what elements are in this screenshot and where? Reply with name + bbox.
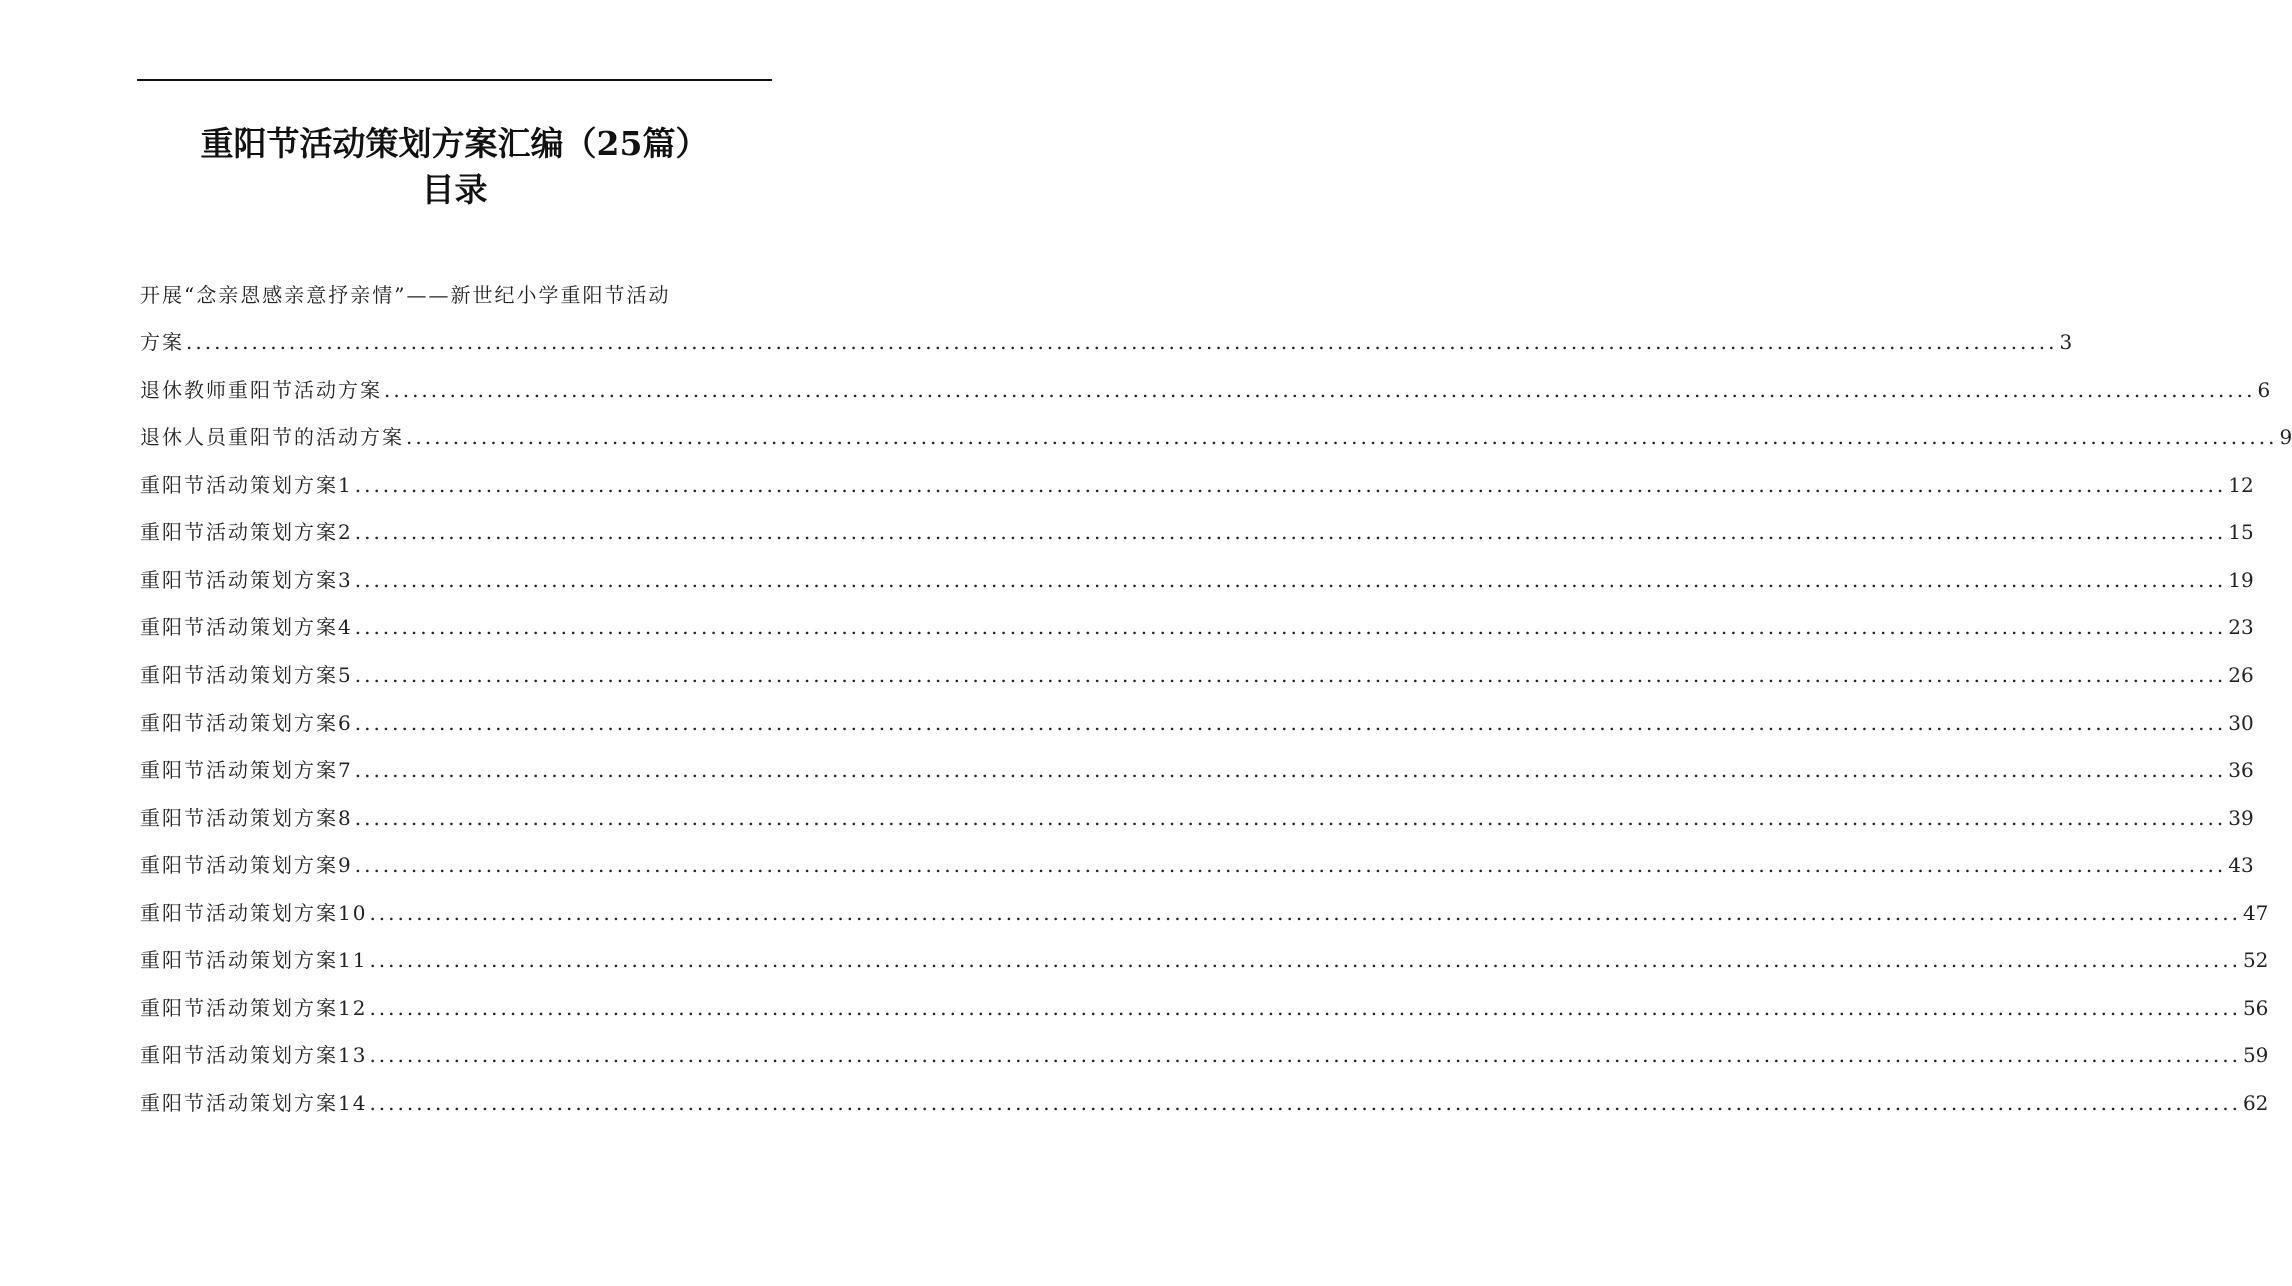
dot-leader: ........................................................................................................................................................................................................ [354,853,2227,877]
toc-page-number: 30 [2228,711,2254,735]
toc-entry-label: 重阳节活动策划方案4 [140,615,353,639]
toc-entry[interactable] [140,750,2254,784]
toc-page-number: 15 [2228,520,2254,544]
toc-entry[interactable] [140,1083,2269,1117]
toc-entry-label: 退休教师重阳节活动方案 [140,378,382,402]
toc-page-number: 26 [2228,663,2254,687]
toc-entry-first-line[interactable] [140,275,771,309]
toc-entry-label: 重阳节活动策划方案5 [140,663,353,687]
dot-leader: ........................................................................................................................................................................................................ [369,901,2241,925]
toc-entry-label: 重阳节活动策划方案11 [140,948,368,972]
toc-entry-label: 重阳节活动策划方案10 [140,901,368,925]
toc-page-number: 36 [2228,758,2254,782]
table-of-contents [140,0,2292,1286]
toc-entry-label: 重阳节活动策划方案2 [140,520,353,544]
toc-entry-label: 重阳节活动策划方案14 [140,1091,368,1115]
dot-leader: ........................................................................................................................................................................................................ [354,568,2227,592]
toc-heading: 目录 [421,170,488,209]
toc-entry[interactable] [140,988,2269,1022]
document-title: 重阳节活动策划方案汇编（25篇） [200,124,709,163]
toc-entry[interactable] [140,322,2073,356]
toc-entry[interactable] [140,512,2254,546]
dot-leader: ........................................................................................................................................................................................................ [186,330,2058,354]
dot-leader: ........................................................................................................................................................................................................ [369,1091,2241,1115]
toc-page-number: 12 [2228,473,2254,497]
dot-leader: ........................................................................................................................................................................................................ [369,1043,2241,1067]
toc-entry[interactable] [140,370,2271,404]
toc-page-number: 43 [2228,853,2254,877]
toc-page-number: 59 [2242,1043,2269,1067]
toc-page-number: 62 [2242,1091,2269,1115]
dot-leader: ........................................................................................................................................................................................................ [354,615,2227,639]
dot-leader: ........................................................................................................................................................................................................ [354,473,2227,497]
toc-entry[interactable] [140,607,2254,641]
toc-entry-label: 方案 [140,330,184,354]
toc-page-number: 56 [2242,996,2269,1020]
toc-entry[interactable] [140,798,2254,832]
toc-page-number: 19 [2228,568,2254,592]
toc-entry[interactable] [140,1035,2269,1069]
toc-page-number: 6 [2257,378,2271,402]
toc-entry-label: 重阳节活动策划方案7 [140,758,353,782]
toc-entry[interactable] [140,655,2254,689]
dot-leader: ........................................................................................................................................................................................................ [406,425,2278,449]
dot-leader: ........................................................................................................................................................................................................ [384,378,2256,402]
toc-page-number: 52 [2242,948,2269,972]
toc-entry[interactable] [140,940,2269,974]
toc-entry[interactable] [140,703,2254,737]
dot-leader: ........................................................................................................................................................................................................ [354,711,2227,735]
toc-entry-label: 重阳节活动策划方案13 [140,1043,368,1067]
dot-leader: ........................................................................................................................................................................................................ [369,996,2241,1020]
dot-leader: ........................................................................................................................................................................................................ [354,663,2227,687]
toc-entry[interactable] [140,845,2254,879]
dot-leader: ........................................................................................................................................................................................................ [369,948,2241,972]
toc-page-number: 39 [2228,806,2254,830]
toc-entry[interactable] [140,893,2269,927]
toc-entry-label: 重阳节活动策划方案8 [140,806,353,830]
dot-leader: ........................................................................................................................................................................................................ [354,520,2227,544]
toc-page-number: 23 [2228,615,2254,639]
dot-leader: ........................................................................................................................................................................................................ [354,806,2227,830]
toc-entry-label: 退休人员重阳节的活动方案 [140,425,404,449]
toc-page-number: 3 [2059,330,2073,354]
toc-entry-label: 重阳节活动策划方案1 [140,473,353,497]
dot-leader: ........................................................................................................................................................................................................ [354,758,2227,782]
toc-entry-label: 重阳节活动策划方案6 [140,711,353,735]
toc-page-number: 47 [2242,901,2269,925]
toc-entry-label: 重阳节活动策划方案9 [140,853,353,877]
toc-entry-label: 开展“念亲恩感亲意抒亲情”——新世纪小学重阳节活动 [140,283,671,307]
toc-entry[interactable] [140,560,2254,594]
toc-page-number: 9 [2279,425,2292,449]
toc-entry-label: 重阳节活动策划方案3 [140,568,353,592]
toc-entry-label: 重阳节活动策划方案12 [140,996,368,1020]
toc-entry[interactable] [140,417,2292,451]
toc-entry[interactable] [140,465,2254,499]
